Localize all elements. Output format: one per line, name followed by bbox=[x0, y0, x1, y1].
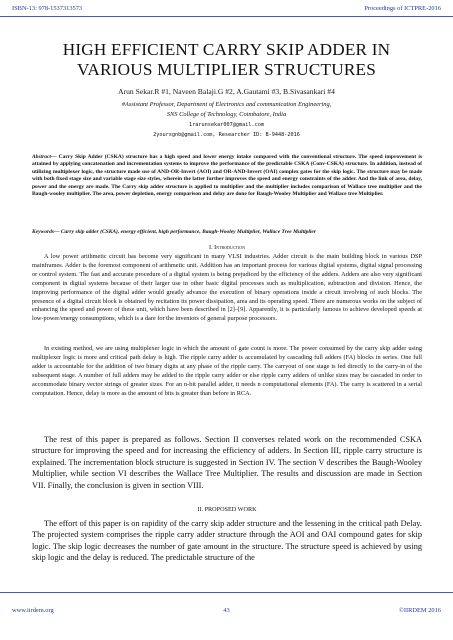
website-link[interactable]: www.iirdem.org bbox=[12, 607, 54, 614]
page-number: 43 bbox=[223, 607, 230, 614]
proceedings-text: Proceedings of ICTPRE-2016 bbox=[364, 5, 441, 12]
title-line-2: VARIOUS MULTIPLIER STRUCTURES bbox=[77, 60, 376, 79]
abstract-label: Abstract— bbox=[32, 154, 57, 160]
abstract-text: Carry Skip Adder (CSKA) structure has a high speed and lower energy intake compared with the conventional structure. The speed improvement is attained by applying concatenation and incrementation systems to improve the performance of the predictable CSKA (Conv-CSKA) structure. In addition, instead of utilizing multiplexer logic, the structure made use of AND-OR-Invert (AOI) and OR-AND-Invert (OAI) complex gates for the skip logic. The structure may be made with both fixed stage size and variable stage size styles, wherein the latter further improves the speed and energy constraints of the adder. And the link of area, delay, power and the energy are made. The Carry skip adder structure is applied to multiplier and the multiplier includes comparison of Wallace tree multiplier and the Baugh-wooley multiplier. The area, power depletion, energy comparison and delay are done for Baugh-Wooley Multiplier and Wallace tree Multiplier. bbox=[32, 154, 422, 198]
page-footer bbox=[12, 607, 441, 619]
keywords-text: Carry skip adder (CSKA), energy efficient, high performance, Baugh-Wooley Multiplier, Wallace Tree Multiplier bbox=[59, 229, 317, 235]
section-number: I. bbox=[208, 244, 213, 251]
keywords bbox=[32, 229, 422, 235]
intro-paragraph-1-text: A low power arithmetic circuit has become very significant in many VLSI industries. Adder circuit is the main building block in various DSP mainframes. Adder is the foremost component of arithmetic unit. Addition has an important process for various digital systems, digital signal processing or control system. The fast and accurate procedure of a digital system is being prejudiced by the efficiency of the adders. Adders are also very significant component in digital systems because of their larger use in other basic digital processes such as multiplication, subtraction and division. Hence, the improving performance of the digital adder would greatly advance the execution of binary operations inside a circuit involving of such blocks. The presence of a digital circuit block is obtained by recitation its power dissipation, area and its operating speed. There are numerous works on the subject of enhancing the speed and power of these unit, which have been described in [2]–[9]. Apparently, it is particularly famous to achieve developed speeds at low-power/energy consumptions, which is a dare for the inventors of general purpose processors. bbox=[32, 253, 422, 323]
copyright-text: ©IIRDEM 2016 bbox=[399, 607, 441, 614]
title-line-1: HIGH EFFICIENT CARRY SKIP ADDER IN bbox=[62, 40, 391, 59]
abstract bbox=[32, 154, 422, 198]
intro-paragraph-2 bbox=[32, 345, 422, 398]
header-divider bbox=[0, 16, 453, 17]
section-heading-proposed-work: II. PROPOSED WORK bbox=[197, 506, 257, 513]
intro-paragraph-1 bbox=[32, 253, 422, 324]
author-email-1: 1rarunsekar007@gmail.com bbox=[189, 122, 264, 128]
intro-paragraph-2-text: In existing method, we are using multiplexer logic in which the amount of gate count is more. The power consumed by the carry skip adder using multiplexer logic is more and critical path delay is high. The ripple carry adder is accumulated by cascading full adders (FA) blocks in series. One full adder is accountable for the addition of two binary digits at any phase of the ripple carry. The carryout of one stage is fed directly to the carry-in of the subsequent stage. A number of full adders may be added to the ripple carry adder or else ripple carry adders of unlike sizes may be cascaded in order to accommodate binary vector strings of greater sizes. For an n-bit parallel adder, it needs n computational elements (FA). The carry is scattered in a serial computation. Hence, delay is more as the amount of bits is greater than before in RCA. bbox=[32, 345, 422, 397]
section-heading-introduction bbox=[32, 244, 422, 251]
paper-title bbox=[30, 40, 423, 80]
author-list: Arun Sekar.R #1, Naveen Balaji.G #2, A.Gautami #3, B.Sivasankari #4 bbox=[118, 87, 335, 96]
author-email-2: 2yoursgnb@gmail.com, Researcher ID: B-9448-2016 bbox=[153, 132, 300, 138]
footer-divider bbox=[0, 592, 453, 593]
proposed-paragraph-1 bbox=[32, 518, 422, 564]
affiliation-college: SNS College of Technology, Coimbatore, India bbox=[166, 111, 287, 118]
proposed-paragraph-1-text: The effort of this paper is on rapidity of the carry skip adder structure and the lessening in the critical path Delay. The projected system comprises the ripple carry adder structure through the AOI and OAI compound gates for skip logic. The skip logic decreases the number of gate amount in the structure. The structure speed is achieved by using skip logic and the delay is reduced. The predictable structure of the bbox=[32, 519, 422, 563]
intro-paragraph-3-text: The rest of this paper is prepared as follows. Section II converses related work on the recommended CSKA structure for improving the speed and for increasing the efficiency of adders. In Section III, ripple carry structure is explained. The incrementation block structure is suggested in Section IV. The section V describes the Baugh-Wooley Multiplier, while section VI describes the Wallace Tree Multiplier. The results and discussion are made in Section VII. Finally, the conclusion is given in section VIII. bbox=[32, 435, 422, 490]
intro-paragraph-3 bbox=[32, 434, 422, 491]
isbn-text: ISBN-13: 978-1537313573 bbox=[12, 5, 83, 12]
section-title: Introduction bbox=[214, 244, 246, 251]
keywords-label: Keywords— bbox=[32, 229, 60, 235]
affiliation-department: #Assistant Professor, Department of Electronics and communication Engineering, bbox=[121, 101, 332, 108]
